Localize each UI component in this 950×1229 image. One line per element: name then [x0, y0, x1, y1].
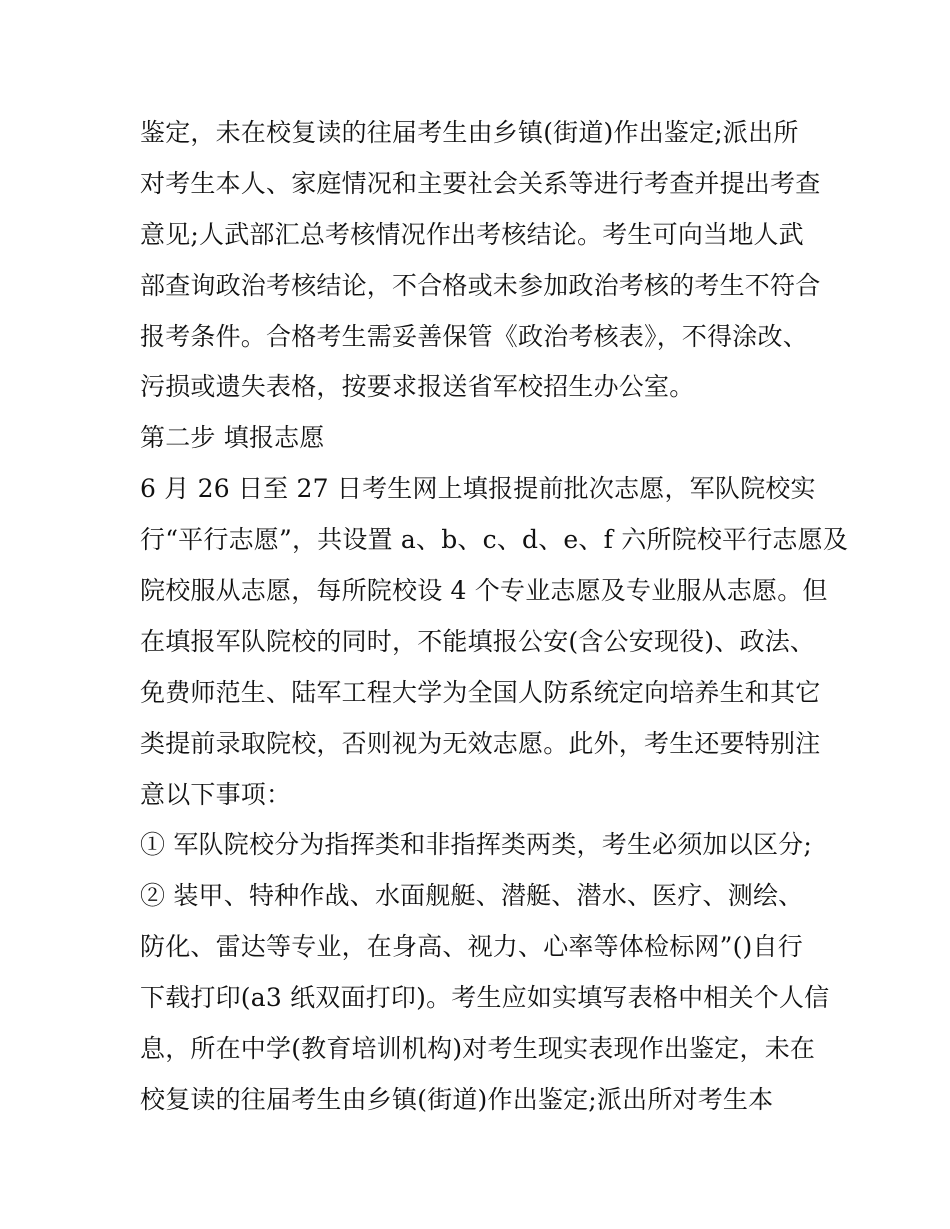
text-line-18: 下载打印(a3 纸双面打印)。考生应如实填写表格中相关个人信: [140, 983, 830, 1013]
text-line-8: 6 月 26 日至 27 日考生网上填报提前批次志愿，军队院校实: [140, 474, 816, 504]
section-heading-step-two: 第二步 填报志愿: [140, 423, 325, 453]
document-body: [140, 108, 849, 1126]
text-line-10: 院校服从志愿，每所院校设 4 个专业志愿及专业服从志愿。但: [140, 576, 828, 606]
text-line-17: 防化、雷达等专业，在身高、视力、心率等体检标网”()自行: [140, 932, 803, 962]
text-line-12: 免费师范生、陆军工程大学为全国人防系统定向培养生和其它: [140, 677, 821, 707]
text-line-6: 污损或遗失表格，按要求报送省军校招生办公室。: [140, 372, 695, 402]
text-line-14: 意以下事项：: [140, 779, 292, 809]
text-line-1: 鉴定，未在校复读的往届考生由乡镇(街道)作出鉴定;派出所: [140, 118, 799, 147]
text-line-2: 对考生本人、家庭情况和主要社会关系等进行考查并提出考查: [140, 168, 821, 198]
text-line-5: 报考条件。合格考生需妥善保管《政治考核表》，不得涂改、: [140, 321, 808, 351]
list-item-1: ① 军队院校分为指挥类和非指挥类两类，考生必须加以区分;: [140, 830, 812, 860]
list-item-2: ② 装甲、特种作战、水面舰艇、潜艇、潜水、医疗、测绘、: [140, 881, 804, 911]
text-line-13: 类提前录取院校，否则视为无效志愿。此外，考生还要特别注: [140, 728, 821, 758]
text-line-11: 在填报军队院校的同时，不能填报公安(含公安现役)、政法、: [140, 626, 816, 656]
text-line-3: 意见;人武部汇总考核情况作出考核结论。考生可向当地人武: [140, 219, 804, 249]
text-line-19: 息，所在中学(教育培训机构)对考生现实表现作出鉴定，未在: [140, 1034, 816, 1064]
text-line-20: 校复读的往届考生由乡镇(街道)作出鉴定;派出所对考生本: [140, 1084, 774, 1114]
text-line-4: 部查询政治考核结论，不合格或未参加政治考核的考生不符合: [140, 270, 821, 300]
text-line-9: 行“平行志愿”，共设置 a、b、c、d、e、f 六所院校平行志愿及: [140, 525, 849, 555]
